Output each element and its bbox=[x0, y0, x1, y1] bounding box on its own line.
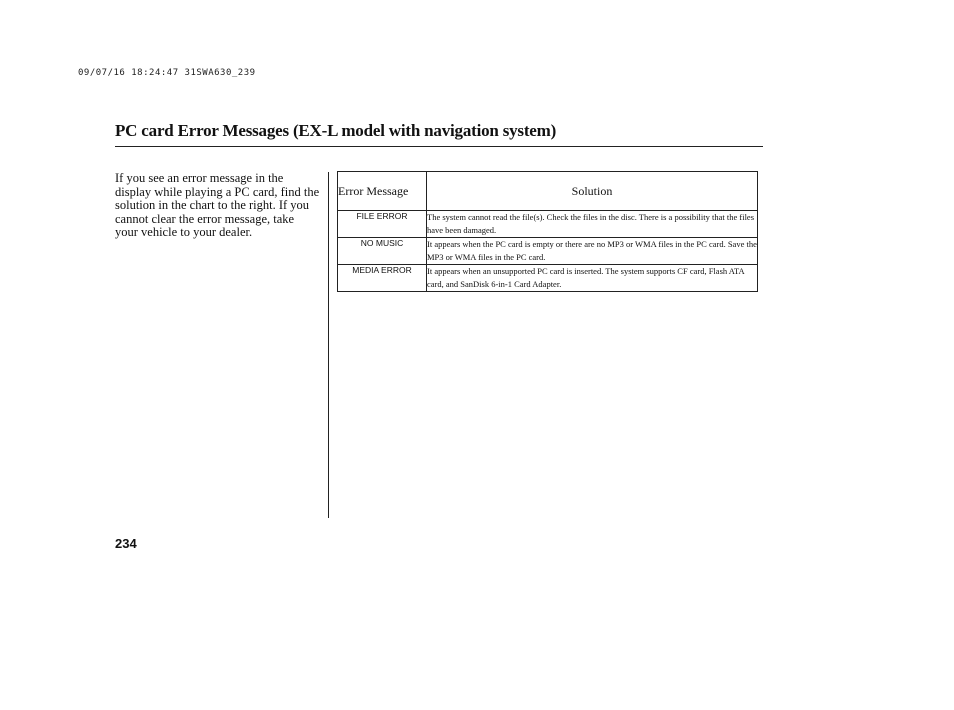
table-row bbox=[338, 238, 758, 265]
title-rule bbox=[115, 146, 763, 147]
header-solution: Solution bbox=[427, 172, 758, 211]
print-timestamp: 09/07/16 18:24:47 31SWA630_239 bbox=[78, 68, 256, 78]
page-title: PC card Error Messages (EX-L model with navigation system) bbox=[115, 121, 557, 140]
table-row bbox=[338, 265, 758, 292]
error-code-no-music: NO MUSIC bbox=[338, 238, 427, 265]
error-messages-table bbox=[337, 171, 758, 292]
solution-text: It appears when the PC card is empty or there are no MP3 or WMA files in the PC card. Save the MP3 or WMA files in the PC card. bbox=[427, 238, 758, 265]
error-code-file-error: FILE ERROR bbox=[338, 211, 427, 238]
solution-text: The system cannot read the file(s). Check the files in the disc. There is a possibility that the files have been damaged. bbox=[427, 211, 758, 238]
solution-text: It appears when an unsupported PC card is inserted. The system supports CF card, Flash ATA card, and SanDisk 6-in-1 Card Adapter. bbox=[427, 265, 758, 292]
table-row bbox=[338, 211, 758, 238]
table-header-row bbox=[338, 172, 758, 211]
header-error-message: Error Message bbox=[338, 172, 427, 211]
page-number: 234 bbox=[115, 536, 137, 551]
intro-paragraph: If you see an error message in the display while playing a PC card, find the solution in the chart to the right. If you cannot clear the error message, take your vehicle to your dealer. bbox=[115, 171, 320, 239]
column-divider bbox=[328, 172, 329, 518]
error-code-media-error: MEDIA ERROR bbox=[338, 265, 427, 292]
